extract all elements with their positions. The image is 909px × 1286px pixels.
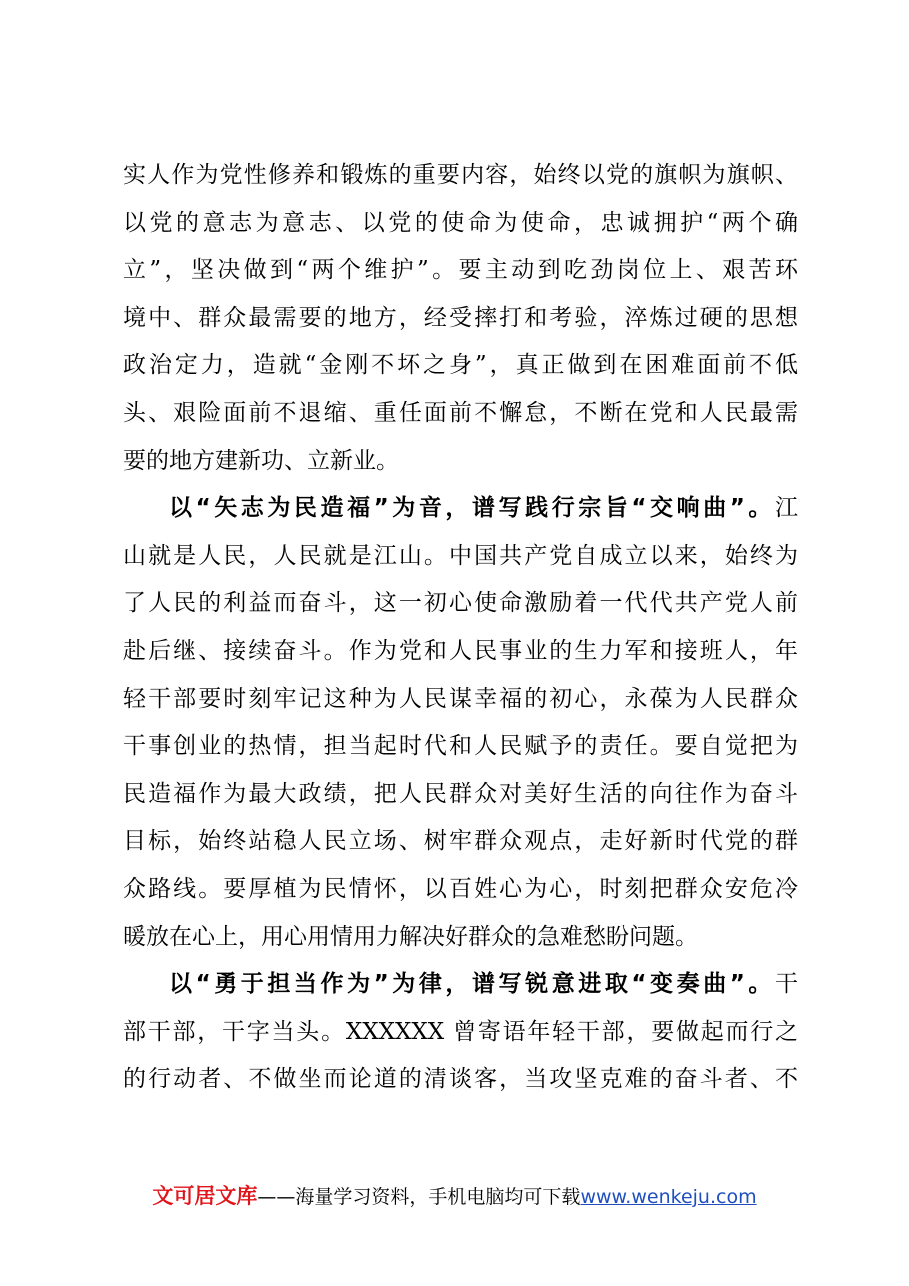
text-line: 头、艰险面前不退缩、重任面前不懈怠，不断在党和人民最需: [123, 399, 798, 426]
text-line: 民造福作为最大政绩，把人民群众对美好生活的向往作为奋斗: [123, 780, 798, 807]
text-line: 山就是人民，人民就是江山。中国共产党自成立以来，始终为: [123, 542, 798, 569]
footer-brand: 文可居文库: [152, 1184, 258, 1208]
text-line: 的行动者、不做坐而论道的清谈客，当攻坚克难的奋斗者、不: [123, 1066, 798, 1093]
footer-slogan: ——海量学习资料，手机电脑均可下载: [257, 1186, 581, 1208]
text-line: 以党的意志为意志、以党的使命为使命，忠诚拥护“两个确: [123, 209, 798, 236]
text-line: 众路线。要厚植为民情怀，以百姓心为心，时刻把群众安危冷: [123, 875, 798, 902]
paragraph-heading-line: [123, 961, 798, 1009]
text-line: 部干部，干字当头。XXXXXX 曾寄语年轻干部，要做起而行之: [123, 1018, 798, 1045]
text-line: 了人民的利益而奋斗，这一初心使命激励着一代代共产党人前: [123, 590, 798, 617]
paragraph-text: 江: [775, 495, 798, 522]
text-line: 干事创业的热情，担当起时代和人民赋予的责任。要自觉把为: [123, 733, 798, 760]
text-line: 赴后继、接续奋斗。作为党和人民事业的生力军和接班人，年: [123, 637, 798, 664]
text-line: 政治定力，造就“金刚不坏之身”，真正做到在困难面前不低: [123, 352, 798, 379]
text-line: 立”，坚决做到“两个维护”。要主动到吃劲岗位上、艰苦环: [123, 257, 798, 284]
text-line: 境中、群众最需要的地方，经受摔打和考验，淬炼过硬的思想: [123, 304, 798, 331]
text-line: 目标，始终站稳人民立场、树牢群众观点，走好新时代党的群: [123, 828, 798, 855]
text-line: 实人作为党性修养和锻炼的重要内容，始终以党的旗帜为旗帜、: [123, 162, 798, 188]
paragraph-heading-line: [123, 485, 798, 533]
document-body: [123, 152, 798, 1104]
page-footer: [0, 1180, 909, 1210]
text-line: 轻干部要时刻牢记这种为人民谋幸福的初心，永葆为人民群众: [123, 685, 798, 712]
text-line: 要的地方建新功、立新业。: [123, 447, 399, 474]
paragraph-heading: 以“勇于担当作为”为律，谱写锐意进取“变奏曲”。: [169, 971, 775, 998]
text-line: 暖放在心上，用心用情用力解决好群众的急难愁盼问题。: [123, 923, 698, 950]
paragraph-text: 干: [775, 971, 798, 998]
footer-site-link[interactable]: www.wenkeju.com: [580, 1186, 757, 1208]
paragraph-heading: 以“矢志为民造福”为音，谱写践行宗旨“交响曲”。: [169, 495, 775, 522]
